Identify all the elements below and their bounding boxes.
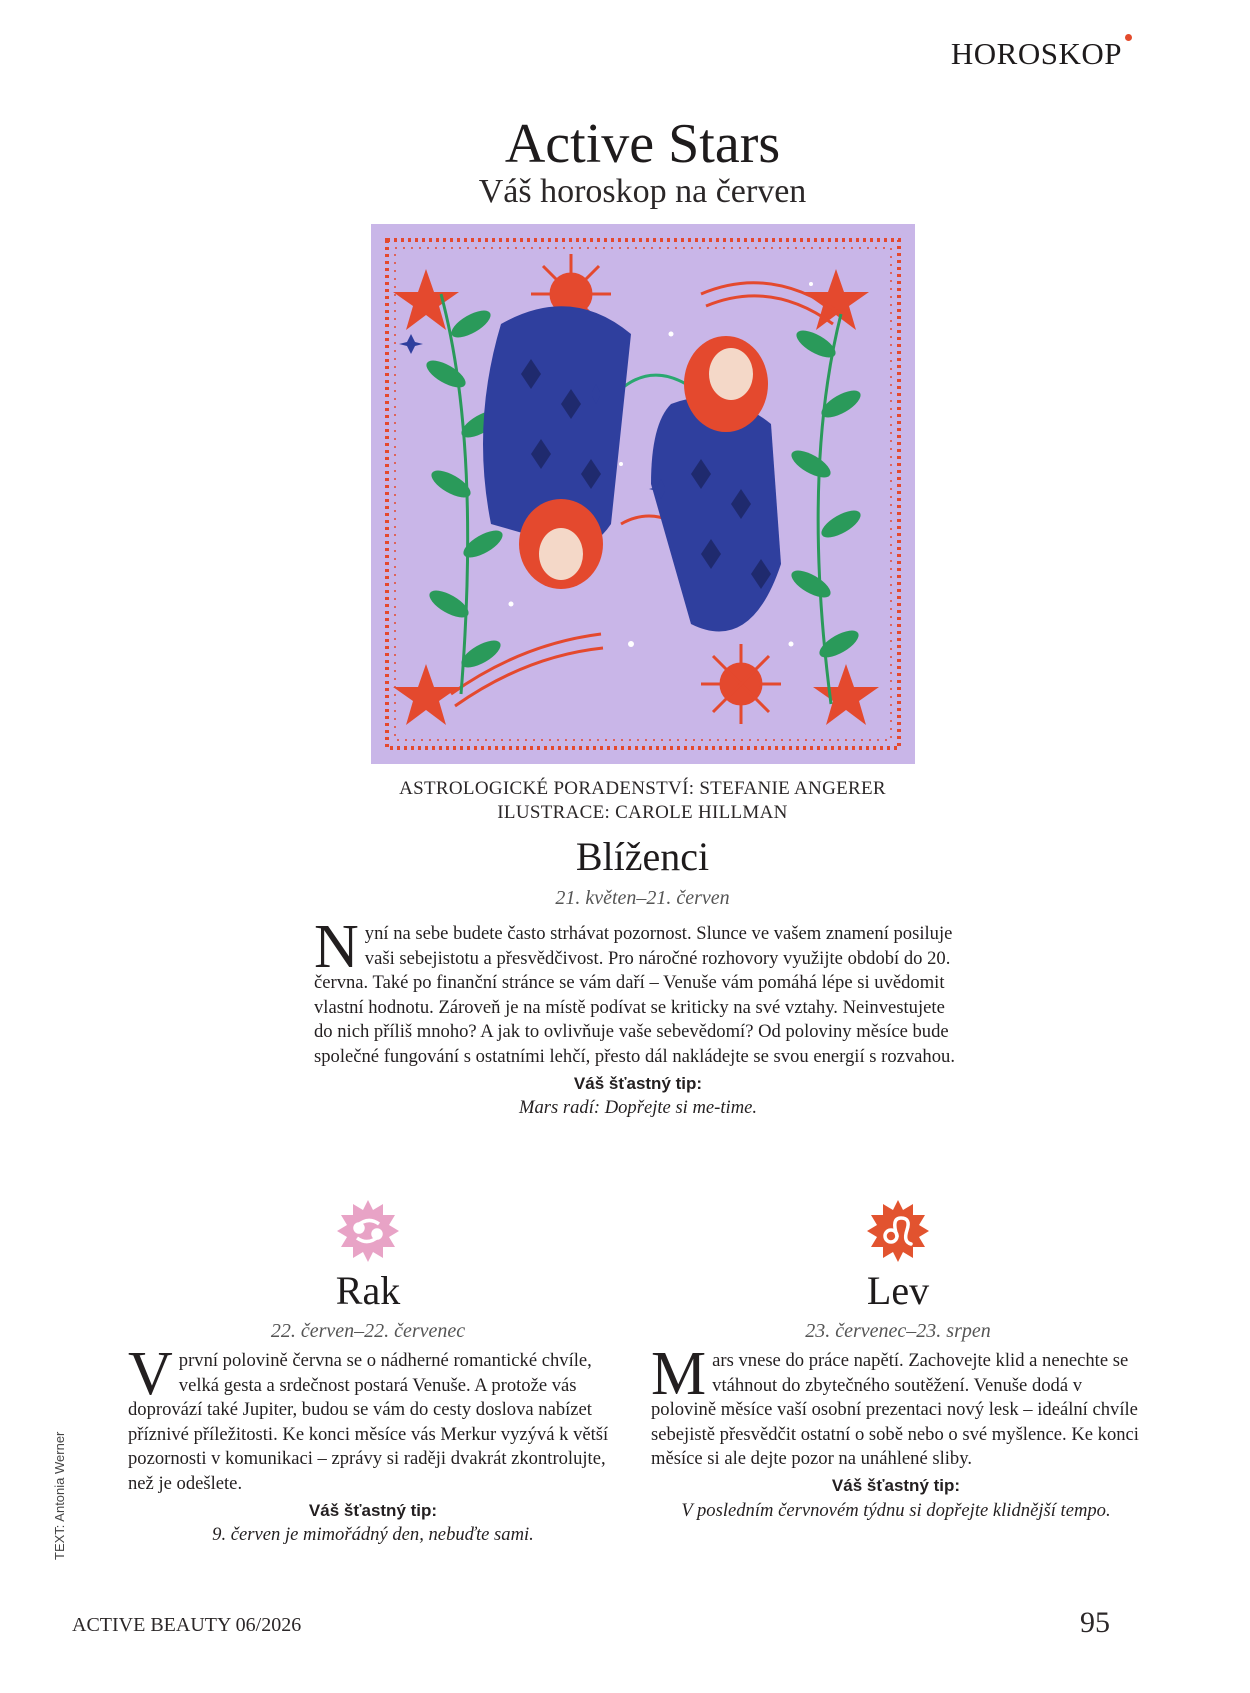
illustration-credit: ILUSTRACE: CAROLE HILLMAN (497, 802, 788, 823)
gemini-tip: Mars radí: Dopřejte si me-time. (518, 1097, 758, 1119)
leo-tip-label: Váš šťastný tip: (831, 1475, 961, 1495)
leo-title: Lev (866, 1268, 930, 1313)
leo-tip: V posledním červnovém týdnu si dopřejte klidnější tempo. (681, 1499, 1111, 1521)
leo-text: ars vnese do práce napětí. Zachovejte klid a nenechte se vtáhnout do zbytečného soutěžení. Venuše dodá v polovině měsíce vaší osobní prezentaci nový lesk – ideální chvíle sebejistě přesvědčit ostatní o sobě nebo o své myšlence. Ke konci měsíce si ale dejte pozor na unáhlené sliby. (651, 1350, 1139, 1470)
magazine-issue: ACTIVE BEAUTY 06/2026 (72, 1614, 302, 1636)
text-credit: TEXT: Antonia Werner (52, 1431, 67, 1560)
accent-dot (1125, 34, 1132, 41)
cancer-dropcap: V (128, 1340, 173, 1408)
gemini-dates: 21. květen–21. červen (555, 887, 730, 909)
gemini-tip-label: Váš šťastný tip: (573, 1073, 703, 1093)
cancer-tip: 9. červen je mimořádný den, nebuďte sami. (212, 1524, 534, 1546)
cancer-text: první polovině června se o nádherné romantické chvíle, velká gesta a srdečnost postará Venuše. A protože vás doprovází také Jupiter, budou se vám do cesty doslova nabízet příznivé příležitosti. Ke konci měsíce vás Merkur vyzývá k větší pozornosti v komunikaci – zprávy si raději dvakrát zkontrolujte, než je odešlete. (128, 1350, 609, 1494)
gemini-horoscope (314, 913, 962, 1121)
gemini-title: Blíženci (575, 834, 710, 879)
leo-dates: 23. červenec–23. srpen (805, 1320, 991, 1342)
cancer-horoscope (128, 1340, 618, 1548)
cancer-title: Rak (335, 1268, 401, 1313)
leo-dropcap: M (651, 1340, 707, 1408)
leo-horoscope (651, 1340, 1141, 1523)
astrology-credit: ASTROLOGICKÉ PORADENSTVÍ: STEFANIE ANGERER (399, 778, 886, 799)
cancer-zodiac-badge (337, 1200, 399, 1262)
leo-badge-burst (867, 1200, 929, 1262)
gemini-illustration (371, 224, 915, 764)
leo-zodiac-badge (867, 1200, 929, 1262)
gemini-dropcap: N (314, 913, 359, 981)
gemini-text: yní na sebe budete často strhávat pozornost. Slunce ve vašem znamení posiluje vaši sebejistotu a přesvědčivost. Pro náročné rozhovory využijte období do 20. června. Také po finanční stránce se vám daří – Venuše vám pomáhá lépe si uvědomit vlastní hodnotu. Zároveň je na místě podívat se kriticky na své vztahy. Neinvestujete do nich příliš mnoho? A jak to ovlivňuje vaše sebevědomí? Od poloviny měsíce bude společné fungování s ostatními lehčí, přesto dál nakládejte se svou energií s rozvahou. (314, 923, 955, 1067)
page-title: Active Stars (504, 113, 781, 175)
page-subtitle: Váš horoskop na červen (478, 173, 807, 210)
cancer-dates: 22. červen–22. červenec (270, 1320, 466, 1342)
cancer-badge-burst (337, 1200, 399, 1262)
page-number: 95 (1080, 1606, 1110, 1639)
cancer-tip-label: Váš šťastný tip: (308, 1500, 438, 1520)
section-label: HOROSKOP (950, 36, 1122, 71)
